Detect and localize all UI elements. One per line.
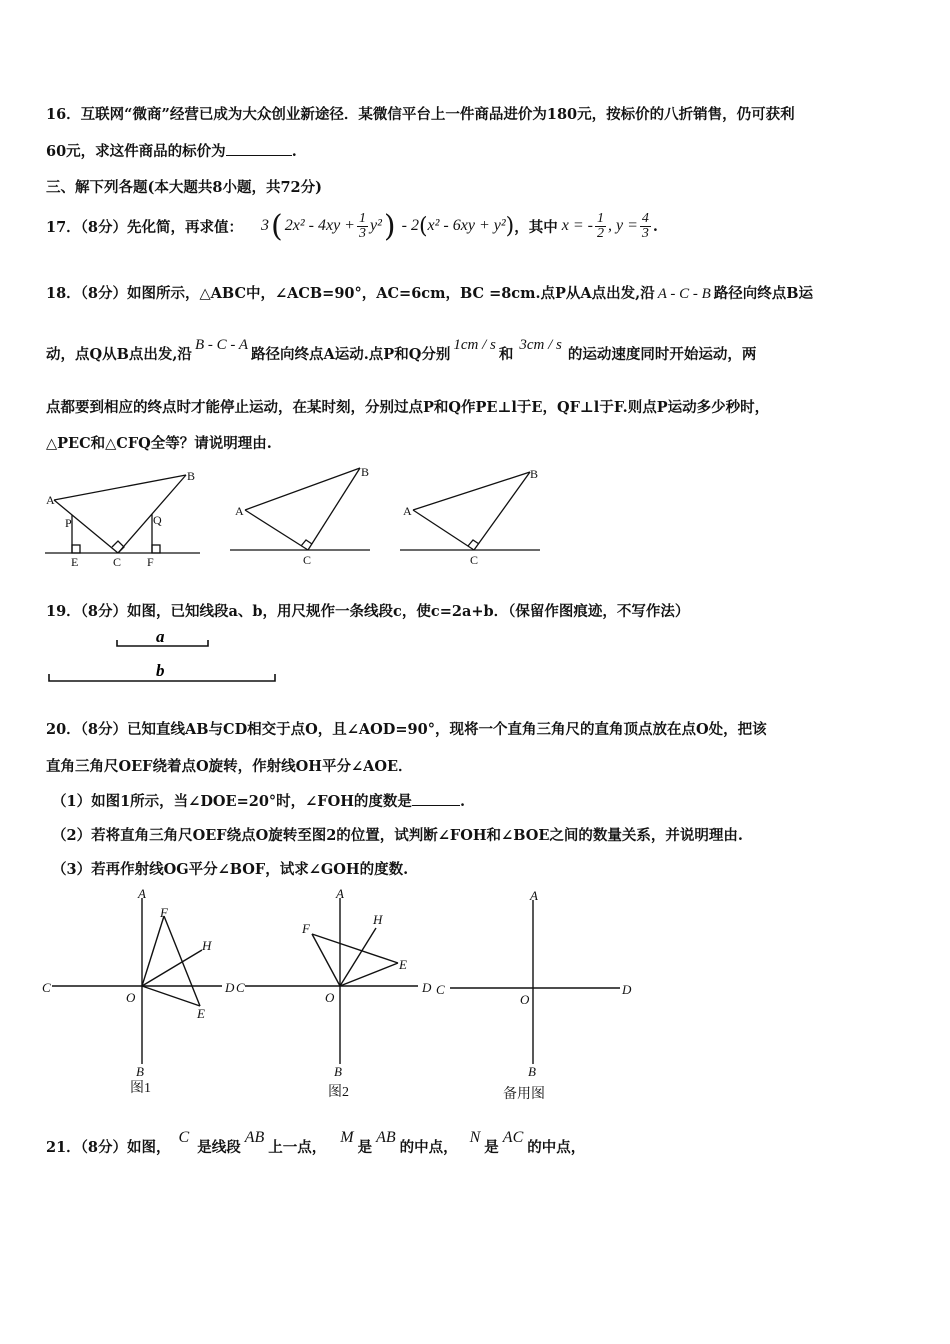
q21-g: 的中点， xyxy=(527,1139,586,1156)
fig18c-label-B: B xyxy=(530,467,539,481)
fig18a-label-P: P xyxy=(65,516,72,530)
q19-text: 19．（8分）如图，已知线段a、b，用尺规作一条线段c，使c=2a+b．（保留作图痕迹，不写作法） xyxy=(46,603,690,620)
fig18c-label-C: C xyxy=(470,553,479,567)
q18-line2 xyxy=(46,337,757,364)
fig1-label-O: O xyxy=(126,990,136,1005)
fig18a-label-E: E xyxy=(71,555,79,569)
q16-line1: 16．互联网“微商”经营已成为大众创业新途径．某微信平台上一件商品进价为180元，按标价的八折销售，仍可获利 xyxy=(46,106,795,123)
q17-term3: x² - 6xy + y² xyxy=(427,217,506,234)
q18-l1a: 18．（8分）如图所示，△ABC中，∠ACB=90°，AC=6cm，BC =8cm.点P从A点出发,沿 xyxy=(46,285,655,302)
q21-f: 是 xyxy=(484,1139,499,1156)
q18-path-bca: B - C - A xyxy=(194,337,248,353)
q20-sub1-end: . xyxy=(459,793,465,810)
q20-line2: 直角三角尺OEF绕着点O旋转，作射线OH平分∠AOE． xyxy=(46,758,413,775)
q17-term1: 2x² - 4xy + xyxy=(284,217,355,234)
q17-minus-2: - 2 xyxy=(401,217,419,234)
fig18b-label-A: A xyxy=(235,504,244,518)
q17-coef-3: 3 xyxy=(261,217,270,234)
q16-text: 60元，求这件商品的标价为 xyxy=(46,143,226,160)
fig18a-label-A: A xyxy=(46,493,55,507)
q17-end: . xyxy=(652,217,658,235)
q18-l2a: 动，点Q从B点出发,沿 xyxy=(46,346,192,363)
fig1-label-D: D xyxy=(225,980,235,995)
fig1-label-H: H xyxy=(202,938,212,953)
q17-frac-four-thirds: $\frac{4}{3}$ xyxy=(641,210,649,241)
q21-line xyxy=(46,1129,586,1157)
fig3-label-A: A xyxy=(530,888,538,903)
q19-segments xyxy=(44,626,284,686)
fig2-label-D: D xyxy=(422,980,432,995)
fig2-label-O: O xyxy=(325,990,335,1005)
q20-sub3: （3）若再作射线OG平分∠BOF，试求∠GOH的度数. xyxy=(52,861,409,878)
q18-figure xyxy=(40,462,560,572)
q18-line1 xyxy=(46,282,813,303)
q16-line2 xyxy=(46,140,297,161)
q21-e: 的中点， xyxy=(399,1139,458,1156)
q16-end: . xyxy=(291,143,297,160)
fig2-label-H: H xyxy=(373,912,383,927)
fig2-label-E: E xyxy=(399,957,407,972)
q21-AB1: AB xyxy=(244,1129,265,1146)
q20-figures xyxy=(40,884,640,1104)
section-3-heading: 三、解下列各题(本大题共8小题，共72分) xyxy=(46,179,322,196)
q18-path-acb: A - C - B xyxy=(657,286,711,302)
q20-sub1-blank xyxy=(412,805,460,806)
q21-d: 是 xyxy=(357,1139,373,1156)
fig3-caption: 备用图 xyxy=(503,1087,545,1102)
q17-prefix: 17．（8分）先化简，再求值： xyxy=(46,218,244,236)
q18-l2d: 的运动速度同时开始运动，两 xyxy=(567,346,757,363)
fig3-label-B: B xyxy=(528,1064,536,1079)
q20-sub1 xyxy=(52,790,465,811)
q17-frac-half: $\frac{1}{2}$ xyxy=(596,210,604,241)
fig1-label-A: A xyxy=(138,886,146,901)
q17-x-eq: x = - xyxy=(561,217,593,234)
fig18a-label-Q: Q xyxy=(153,513,162,527)
fig3-label-D: D xyxy=(622,982,632,997)
q20-sub2: （2）若将直角三角尺OEF绕点O旋转至图2的位置，试判断∠FOH和∠BOE之间的数量关系，并说明理由. xyxy=(52,827,743,844)
q21-C: C xyxy=(178,1129,190,1146)
q18-l2c: 和 xyxy=(498,346,514,363)
q18-l2b: 路径向终点A运动.点P和Q分别 xyxy=(251,346,451,363)
fig18c-label-A: A xyxy=(403,504,412,518)
q17-paren-close: ) xyxy=(383,208,396,244)
q17-paren-open: ( xyxy=(271,208,283,244)
q21-b: 是线段 xyxy=(197,1139,241,1156)
q17-term2: y² xyxy=(369,217,382,234)
q18-line4: △PEC和△CFQ全等？请说明理由. xyxy=(46,435,272,452)
q20-sub1-text: （1）如图1所示，当∠DOE=20°时，∠FOH的度数是 xyxy=(52,793,412,810)
fig2-label-F: F xyxy=(302,921,310,936)
q17-frac-one-third: $\frac{1}{3}$ xyxy=(358,210,366,241)
fig2-caption: 图2 xyxy=(328,1085,349,1100)
fig18a-label-F: F xyxy=(147,555,154,569)
q21-N: N xyxy=(469,1129,481,1146)
q18-line3: 点都要到相应的终点时才能停止运动，在某时刻，分别过点P和Q作PE⊥l于E，QF⊥l于F.则点P运动多少秒时， xyxy=(46,399,770,416)
q21-AB2: AB xyxy=(376,1129,396,1146)
fig18b-label-C: C xyxy=(303,553,312,567)
q18-speed-p: 1cm / s xyxy=(453,337,496,353)
q21-M: M xyxy=(340,1129,354,1146)
fig2-label-C: C xyxy=(236,980,245,995)
fig1-label-B: B xyxy=(136,1064,144,1079)
q20-line1: 20．（8分）已知直线AB与CD相交于点O，且∠AOD=90°，现将一个直角三角尺的直角顶点放在点O处，把该 xyxy=(46,721,767,738)
q18-speed-q: 3cm / s xyxy=(519,337,562,353)
fig18a-label-C: C xyxy=(113,555,122,569)
q21-a: 21．（8分）如图， xyxy=(46,1139,171,1156)
segment-a-label: a xyxy=(156,627,165,646)
q17-where: ，其中 xyxy=(514,218,558,236)
fig2-label-A: A xyxy=(336,886,344,901)
segment-b-label: b xyxy=(156,661,165,680)
fig1-caption: 图1 xyxy=(130,1081,151,1096)
fig18a-label-B: B xyxy=(187,469,196,483)
fig1-label-F: F xyxy=(160,905,168,920)
fig1-label-C: C xyxy=(42,980,51,995)
q21-c: 上一点， xyxy=(268,1139,327,1156)
fig2-label-B: B xyxy=(334,1064,342,1079)
fig18b-label-B: B xyxy=(361,465,370,479)
fig3-label-C: C xyxy=(436,982,445,997)
fig1-label-E: E xyxy=(197,1006,205,1021)
q18-l1b: 路径向终点B运 xyxy=(713,285,814,302)
q17-paren2-close: ) xyxy=(505,213,515,239)
fig3-label-O: O xyxy=(520,992,530,1007)
q17-paren2-open: ( xyxy=(418,213,428,239)
q17-y-eq: , y = xyxy=(607,217,638,234)
q21-AC: AC xyxy=(502,1129,524,1146)
q17-line xyxy=(46,210,658,242)
q16-answer-blank xyxy=(226,155,292,156)
